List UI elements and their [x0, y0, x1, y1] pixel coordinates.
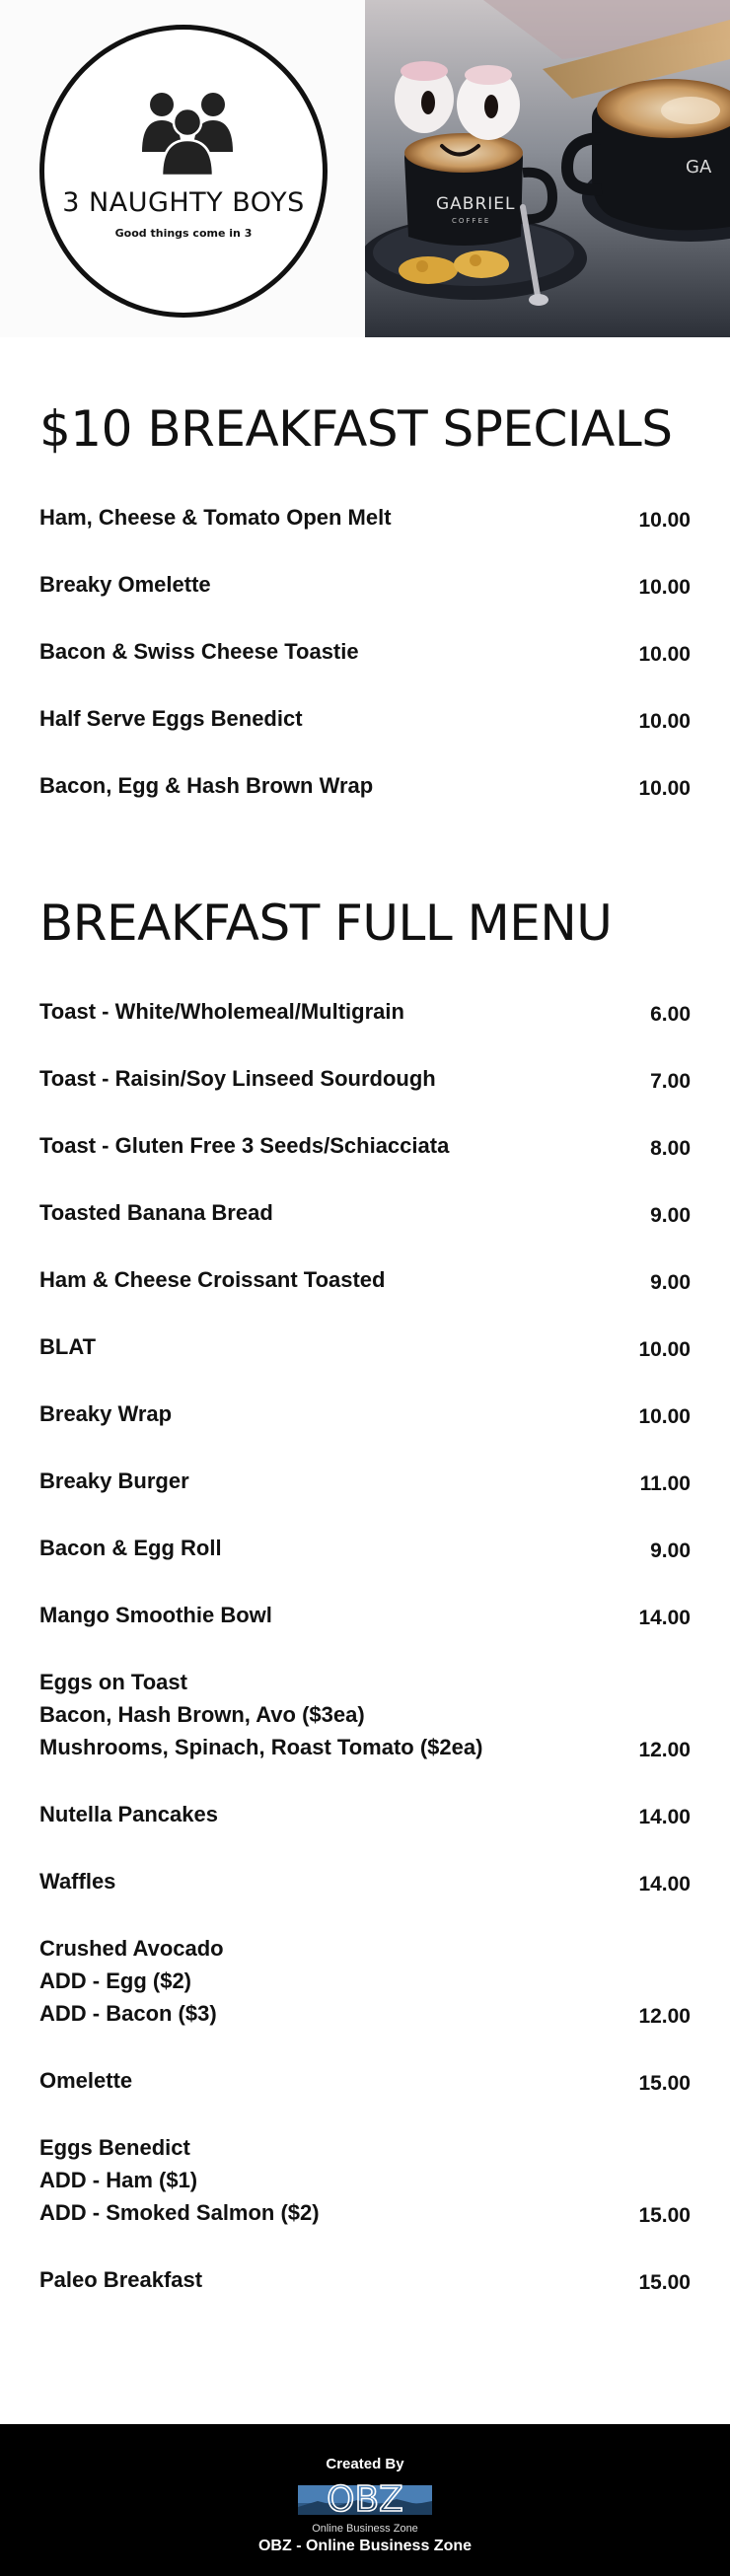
- hero-banner: [0, 0, 730, 337]
- menu-item: [39, 1129, 691, 1162]
- menu-item-option: ADD - Bacon ($3): [39, 2001, 217, 2026]
- menu-item-price: 10.00: [638, 710, 691, 733]
- menu-item: [39, 2263, 691, 2296]
- menu-item-description: [39, 769, 373, 802]
- menu-item-price: 9.00: [650, 1539, 691, 1562]
- menu-item-description: [39, 635, 359, 668]
- menu-item-description: [39, 995, 404, 1028]
- menu-item: [39, 568, 691, 601]
- menu-item: [39, 1666, 691, 1763]
- menu-item-name: Ham, Cheese & Tomato Open Melt: [39, 505, 392, 530]
- menu-item-description: [39, 1263, 385, 1296]
- menu-content: [0, 400, 730, 2424]
- menu-item-name: Waffles: [39, 1869, 116, 1894]
- menu-item: [39, 2131, 691, 2229]
- menu-item: [39, 1397, 691, 1430]
- menu-item-price: 11.00: [639, 1472, 691, 1495]
- menu-item-name: Paleo Breakfast: [39, 2267, 203, 2292]
- menu-item: [39, 1196, 691, 1229]
- menu-item: [39, 635, 691, 668]
- created-by-label: Created By: [326, 2456, 404, 2472]
- menu-item: [39, 1263, 691, 1296]
- menu-item-name: Omelette: [39, 2068, 133, 2093]
- menu-item-name: Eggs on Toast: [39, 1670, 187, 1694]
- menu-item-price: 10.00: [638, 777, 691, 800]
- menu-item-name: Breaky Wrap: [39, 1401, 173, 1426]
- menu-item-price: 7.00: [650, 1070, 691, 1093]
- coffee-photo: [365, 0, 730, 337]
- obz-logo-subtext: Online Business Zone: [312, 2523, 418, 2535]
- menu-item-name: Bacon, Egg & Hash Brown Wrap: [39, 773, 374, 798]
- menu-item: [39, 702, 691, 735]
- menu-item: [39, 1465, 691, 1497]
- menu-item-name: Nutella Pancakes: [39, 1802, 218, 1826]
- menu-item-description: [39, 702, 303, 735]
- menu-item-description: [39, 1397, 172, 1430]
- full-menu-title: BREAKFAST FULL MENU: [39, 894, 613, 952]
- menu-item-price: 10.00: [638, 1405, 691, 1428]
- menu-item-price: 9.00: [650, 1271, 691, 1294]
- menu-item-price: 10.00: [638, 643, 691, 666]
- three-boys-icon: [138, 91, 237, 176]
- second-cup-brand: GA: [686, 157, 712, 178]
- cup-brand: GABRIEL: [436, 194, 516, 214]
- menu-item-name: Toast - Gluten Free 3 Seeds/Schiacciata: [39, 1133, 450, 1158]
- menu-item-description: [39, 1666, 482, 1763]
- menu-item-name: Breaky Burger: [39, 1468, 189, 1493]
- menu-item-price: 15.00: [638, 2072, 691, 2095]
- menu-item-price: 9.00: [650, 1204, 691, 1227]
- menu-item-price: 12.00: [638, 2005, 691, 2028]
- menu-item-name: Half Serve Eggs Benedict: [39, 706, 303, 731]
- menu-item-description: [39, 2064, 132, 2097]
- footer-text[interactable]: OBZ - Online Business Zone: [257, 2538, 473, 2554]
- menu-item-name: BLAT: [39, 1334, 97, 1359]
- menu-item: [39, 1330, 691, 1363]
- logo-panel: [0, 0, 365, 337]
- menu-item-price: 6.00: [650, 1003, 691, 1026]
- menu-item-option: ADD - Ham ($1): [39, 2168, 198, 2192]
- coffee-cups-image: [365, 0, 730, 337]
- menu-item-name: Breaky Omelette: [39, 572, 211, 597]
- menu-item-description: [39, 568, 211, 601]
- menu-item-option: ADD - Smoked Salmon ($2): [39, 2200, 320, 2225]
- menu-item-name: Eggs Benedict: [39, 2135, 190, 2160]
- brand-logo: [39, 25, 328, 318]
- menu-item-description: [39, 1532, 222, 1564]
- menu-item: [39, 1865, 691, 1897]
- menu-item-option: Bacon, Hash Brown, Avo ($3ea): [39, 1702, 365, 1727]
- menu-item-name: Bacon & Swiss Cheese Toastie: [39, 639, 359, 664]
- menu-item-option: Mushrooms, Spinach, Roast Tomato ($2ea): [39, 1735, 483, 1759]
- menu-item-price: 10.00: [638, 1338, 691, 1361]
- menu-item: [39, 1932, 691, 2030]
- specials-list: [39, 501, 691, 802]
- obz-logo[interactable]: [298, 2473, 432, 2521]
- brand-tagline: Good things come in 3: [114, 227, 253, 240]
- menu-item-name: Crushed Avocado: [39, 1936, 224, 1961]
- menu-item-name: Mango Smoothie Bowl: [39, 1603, 272, 1627]
- menu-item: [39, 501, 691, 534]
- menu-item-description: [39, 2263, 202, 2296]
- menu-item-price: 14.00: [638, 1607, 691, 1629]
- menu-item: [39, 1599, 691, 1631]
- menu-item-name: Bacon & Egg Roll: [39, 1536, 222, 1560]
- menu-item: [39, 1062, 691, 1095]
- menu-item-price: 15.00: [638, 2204, 691, 2227]
- menu-item-description: [39, 1865, 115, 1897]
- menu-item-price: 14.00: [638, 1806, 691, 1828]
- menu-item-price: 12.00: [638, 1739, 691, 1761]
- menu-item-price: 10.00: [638, 576, 691, 599]
- menu-item: [39, 1532, 691, 1564]
- menu-item-price: 8.00: [650, 1137, 691, 1160]
- menu-item-name: Ham & Cheese Croissant Toasted: [39, 1267, 386, 1292]
- footer: [0, 2424, 730, 2576]
- menu-item-description: [39, 501, 392, 534]
- brand-name: 3 NAUGHTY BOYS: [62, 187, 305, 218]
- cup-subbrand: COFFEE: [452, 217, 491, 225]
- full-menu-list: [39, 995, 691, 2296]
- menu-item-description: [39, 2131, 320, 2229]
- specials-title: $10 BREAKFAST SPECIALS: [39, 400, 673, 458]
- obz-logo-text: OBZ: [327, 2479, 403, 2520]
- menu-item-description: [39, 1599, 272, 1631]
- menu-item-description: [39, 1465, 189, 1497]
- menu-item: [39, 769, 691, 802]
- menu-item-description: [39, 1062, 436, 1095]
- menu-item-description: [39, 1330, 96, 1363]
- menu-item-name: Toast - White/Wholemeal/Multigrain: [39, 999, 404, 1024]
- menu-item: [39, 995, 691, 1028]
- menu-item-description: [39, 1932, 224, 2030]
- menu-item-option: ADD - Egg ($2): [39, 1968, 191, 1993]
- menu-item-price: 10.00: [638, 509, 691, 532]
- menu-item-name: Toast - Raisin/Soy Linseed Sourdough: [39, 1066, 436, 1091]
- menu-item-description: [39, 1129, 449, 1162]
- menu-item-price: 15.00: [638, 2271, 691, 2294]
- menu-item-price: 14.00: [638, 1873, 691, 1896]
- menu-item-name: Toasted Banana Bread: [39, 1200, 273, 1225]
- menu-item: [39, 1798, 691, 1830]
- menu-item-description: [39, 1196, 273, 1229]
- menu-item-description: [39, 1798, 218, 1830]
- menu-item: [39, 2064, 691, 2097]
